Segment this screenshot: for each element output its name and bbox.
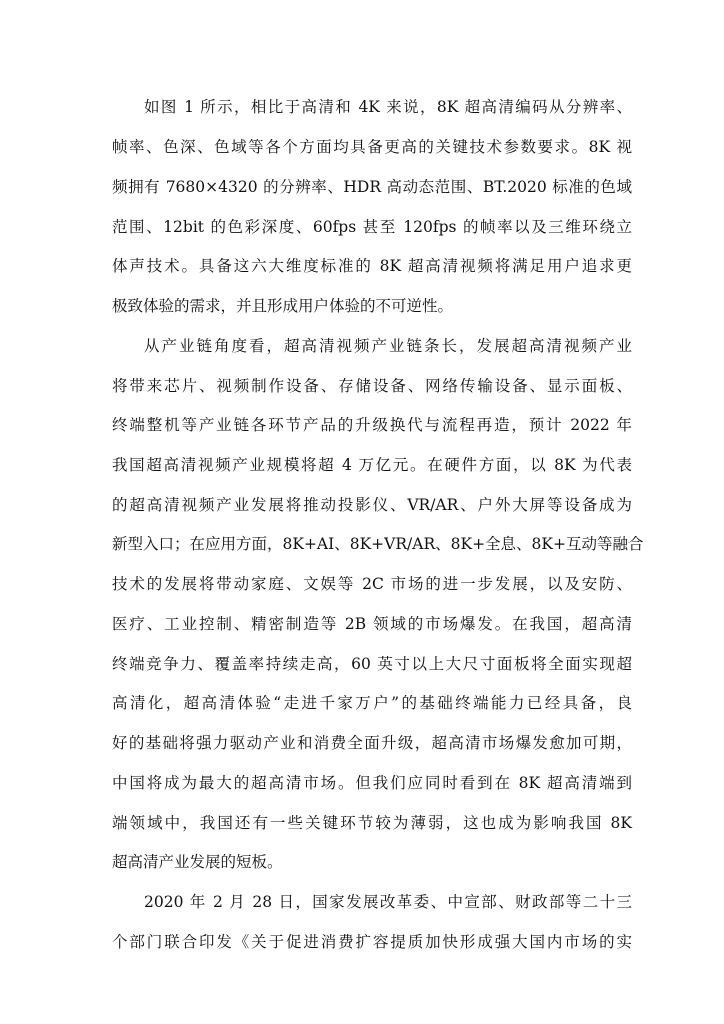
paragraph-line: 新型入口；在应用方面，8K+AI、8K+VR/AR、8K+全息、8K+互动等融合 — [112, 535, 644, 553]
paragraph-line: 2020 年 2 月 28 日，国家发展改革委、中宣部、财政部等二十三 — [144, 893, 632, 911]
paragraph-line: 将带来芯片、视频制作设备、存储设备、网络传输设备、显示面板、 — [112, 377, 632, 395]
paragraph-line: 超高清产业发展的短板。 — [112, 853, 283, 871]
paragraph-line: 的超高清视频产业发展将推动投影仪、VR/AR、户外大屏等设备成为 — [112, 496, 632, 514]
paragraph-line: 终端竞争力、覆盖率持续走高，60 英寸以上大尺寸面板将全面实现超 — [112, 655, 632, 673]
paragraph-line: 频拥有 7680×4320 的分辨率、HDR 高动态范围、BT.2020 标准的色域 — [112, 178, 632, 196]
paragraph-line: 我国超高清视频产业规模将超 4 万亿元。在硬件方面，以 8K 为代表 — [112, 456, 632, 474]
paragraph-line: 高清化，超高清体验“走进千家万户”的基础终端能力已经具备，良 — [112, 694, 632, 712]
paragraph-line: 终端整机等产业链各环节产品的升级换代与流程再造，预计 2022 年 — [112, 416, 632, 434]
paragraph-line: 极致体验的需求，并且形成用户体验的不可逆性。 — [112, 297, 454, 315]
paragraph-line: 帧率、色深、色域等各个方面均具备更高的关键技术参数要求。8K 视 — [112, 138, 632, 156]
paragraph-line: 范围、12bit 的色彩深度、60fps 甚至 120fps 的帧率以及三维环绕立 — [112, 218, 632, 236]
paragraph-line: 中国将成为最大的超高清市场。但我们应同时看到在 8K 超高清端到 — [112, 774, 632, 792]
paragraph-line: 医疗、工业控制、精密制造等 2B 领域的市场爆发。在我国，超高清 — [112, 615, 632, 633]
paragraph-line: 从产业链角度看，超高清视频产业链条长，发展超高清视频产业 — [144, 337, 632, 355]
paragraph-line: 技术的发展将带动家庭、文娱等 2C 市场的进一步发展，以及安防、 — [112, 575, 632, 593]
paragraph-line: 好的基础将强力驱动产业和消费全面升级，超高清市场爆发愈加可期， — [112, 734, 632, 752]
paragraph-line: 端领域中，我国还有一些关键环节较为薄弱，这也成为影响我国 8K — [112, 814, 632, 832]
paragraph-line: 体声技术。具备这六大维度标准的 8K 超高清视频将满足用户追求更 — [112, 257, 632, 275]
paragraph-line: 个部门联合印发《关于促进消费扩容提质加快形成强大国内市场的实 — [112, 933, 632, 951]
paragraph-line: 如图 1 所示，相比于高清和 4K 来说，8K 超高清编码从分辨率、 — [144, 98, 632, 116]
